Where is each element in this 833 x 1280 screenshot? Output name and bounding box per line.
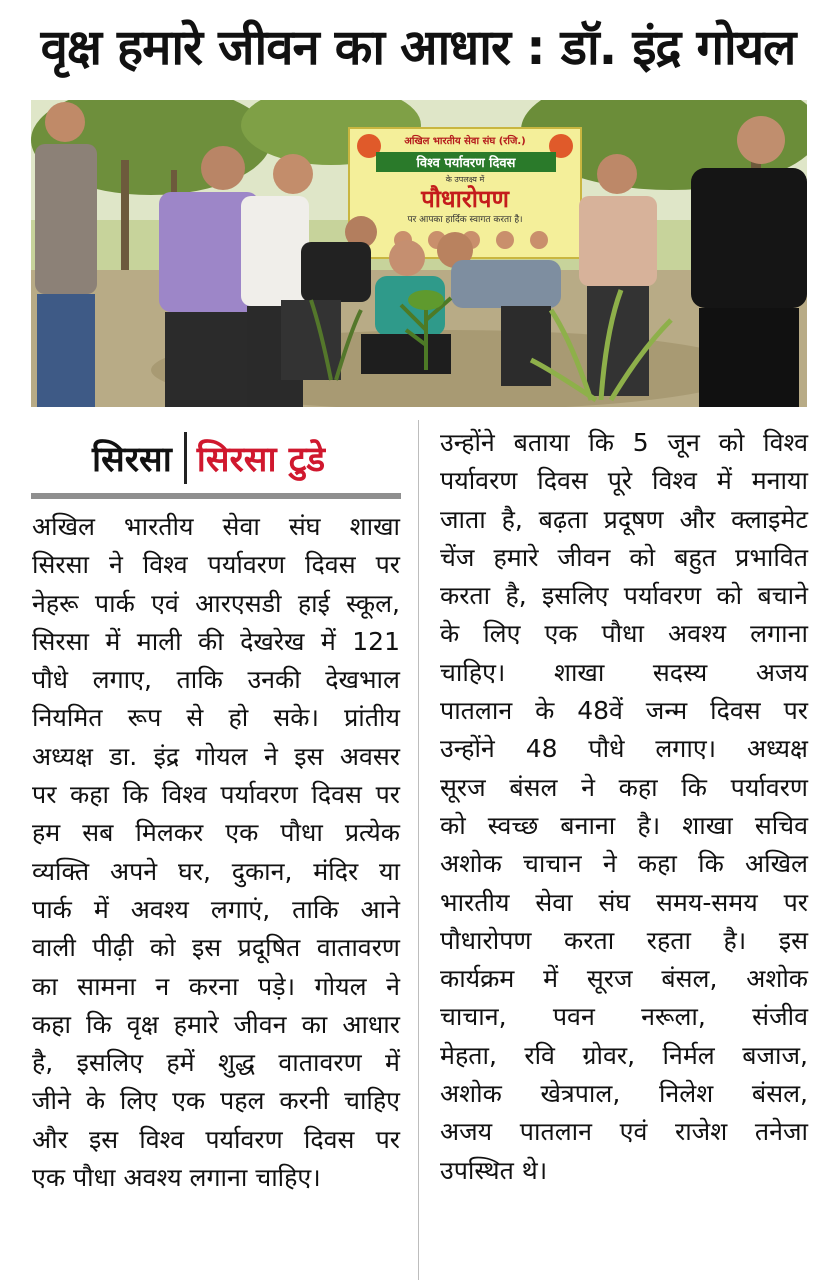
column-divider — [418, 420, 419, 1280]
article-line: मेहता, रवि ग्रोवर, निर्मल बजाज, — [440, 1040, 808, 1070]
article-line: के लिए एक पौधा अवश्य लगाना — [440, 619, 808, 649]
article-line: को स्वच्छ बनाना है। शाखा सचिव — [440, 810, 808, 840]
dateline-city: सिरसा — [92, 439, 172, 480]
article-line: व्यक्ति अपने घर, दुकान, मंदिर या — [32, 856, 400, 886]
article-line: अशोक खेत्रपाल, निलेश बंसल, — [440, 1079, 808, 1109]
article-line: पातलान के 48वें जन्म दिवस पर — [440, 696, 808, 726]
article-line: अजय पातलान एवं राजेश तनेजा — [440, 1117, 808, 1147]
banner-title: पौधारोपण — [421, 185, 509, 213]
news-photo — [31, 100, 807, 407]
article-line: सूरज बंसल ने कहा कि पर्यावरण — [440, 772, 808, 802]
article-line: सिरसा में माली की देखरेख में 121 — [32, 626, 400, 656]
article-column-right — [440, 424, 808, 1190]
article-line: जीने के लिए एक पहल करनी चाहिए — [32, 1086, 400, 1116]
photo-illustration — [31, 100, 807, 407]
article-line: सिरसा ने विश्व पर्यावरण दिवस पर — [32, 550, 400, 580]
person-1 — [35, 102, 97, 407]
banner-subtitle: के उपलक्ष्य में — [445, 175, 485, 184]
headline: वृक्ष हमारे जीवन का आधार : डॉ. इंद्र गोयल — [40, 19, 796, 76]
article-line: उन्होंने 48 पौधे लगाए। अध्यक्ष — [440, 734, 808, 764]
article-line: करता है, इसलिए पर्यावरण को बचाने — [440, 581, 808, 611]
dateline — [92, 428, 325, 488]
article-line: चाचान, पवन नरूला, संजीव — [440, 1002, 808, 1032]
article-line: अशोक चाचान ने कहा कि अखिल — [440, 849, 808, 879]
dateline-separator — [184, 432, 187, 484]
article-line: है, इसलिए हमें शुद्ध वातावरण में — [32, 1048, 400, 1078]
article-line: पौधारोपण करता रहता है। इस — [440, 925, 808, 955]
article-line: अध्यक्ष डा. इंद्र गोयल ने इस अवसर — [32, 741, 400, 771]
article-line: चेंज हमारे जीवन को बहुत प्रभावित — [440, 542, 808, 572]
article-line: कहा कि वृक्ष हमारे जीवन का आधार — [32, 1009, 400, 1039]
article-line: वाली पीढ़ी को इस प्रदूषित वातावरण — [32, 933, 400, 963]
article-line: भारतीय सेवा संघ समय-समय पर — [440, 887, 808, 917]
article-line: चाहिए। शाखा सदस्य अजय — [440, 657, 808, 687]
article-line: जाता है, बढ़ता प्रदूषण और क्लाइमेट — [440, 504, 808, 534]
article-line: कार्यक्रम में सूरज बंसल, अशोक — [440, 964, 808, 994]
article-line: और इस विश्व पर्यावरण दिवस पर — [32, 1124, 400, 1154]
article-line: पर कहा कि विश्व पर्यावरण दिवस पर — [32, 780, 400, 810]
article-line: हम सब मिलकर एक पौधा प्रत्येक — [32, 818, 400, 848]
section-rule — [31, 493, 401, 499]
article-line: एक पौधा अवश्य लगाना चाहिए। — [32, 1163, 321, 1193]
dateline-paper: सिरसा टुडे — [196, 439, 326, 480]
article-column-left — [32, 508, 400, 1197]
article-line: नेहरू पार्क एवं आरएसडी हाई स्कूल, — [32, 588, 400, 618]
article-line: उन्होंने बताया कि 5 जून को विश्व — [440, 428, 808, 457]
article-line: उपस्थित थे। — [440, 1155, 548, 1185]
article-line: अखिल भारतीय सेवा संघ शाखा — [32, 512, 400, 541]
banner-org: अखिल भारतीय सेवा संघ (रजि.) — [404, 136, 526, 147]
article-line: पौधे लगाए, ताकि उनकी देखभाल — [32, 665, 400, 695]
banner-event: विश्व पर्यावरण दिवस — [416, 156, 516, 171]
article-line: का सामना न करना पड़े। गोयल ने — [32, 971, 400, 1001]
article-line: पार्क में अवश्य लगाएं, ताकि आने — [32, 894, 400, 924]
banner-welcome: पर आपका हार्दिक स्वागत करता है। — [407, 215, 523, 225]
article-line: पर्यावरण दिवस पूरे विश्व में मनाया — [440, 466, 808, 496]
article-line: नियमित रूप से हो सके। प्रांतीय — [32, 703, 400, 733]
